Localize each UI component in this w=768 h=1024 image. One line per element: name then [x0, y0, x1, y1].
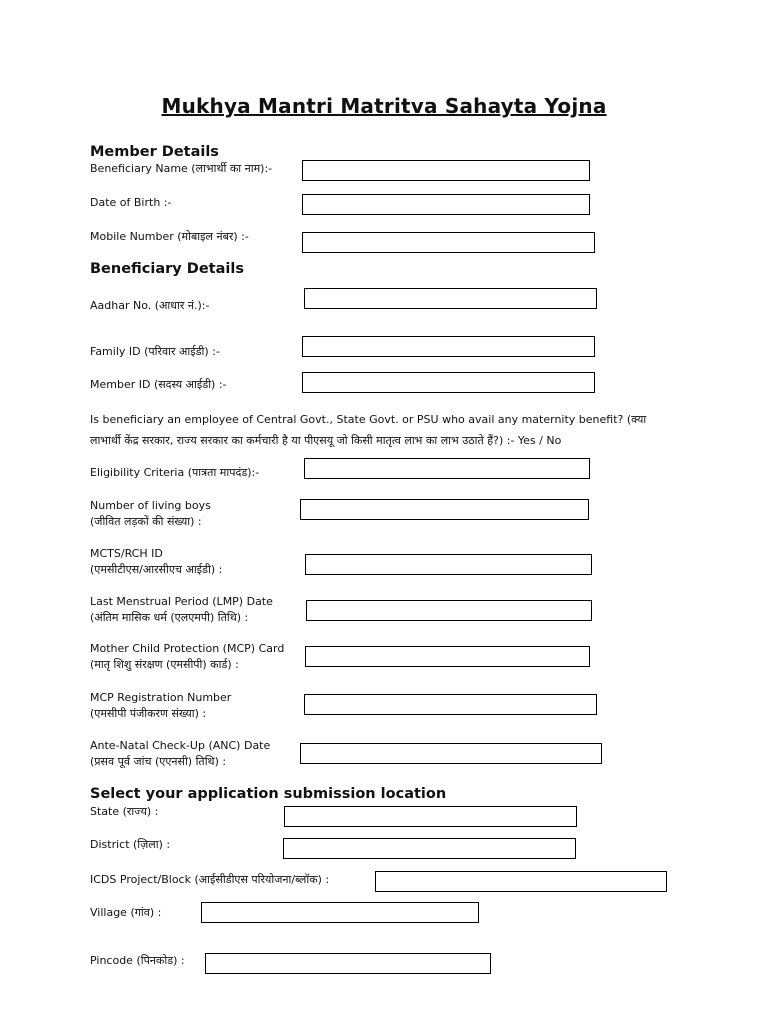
label-living-boys-en: Number of living boys [90, 499, 211, 512]
label-village: Village (गांव) : [90, 906, 162, 919]
label-beneficiary-name: Beneficiary Name (लाभार्थी का नाम):- [90, 162, 273, 175]
label-date-of-birth: Date of Birth :- [90, 196, 172, 209]
label-mcp-card-en: Mother Child Protection (MCP) Card [90, 642, 285, 655]
pincode-field[interactable] [205, 953, 491, 974]
label-mcp-card [90, 641, 284, 673]
state-field[interactable] [284, 806, 577, 827]
label-aadhar-no: Aadhar No. (आधार नं.):- [90, 299, 210, 312]
label-mcp-reg-hi: (एमसीपी पंजीकरण संख्या) : [90, 707, 207, 720]
district-field[interactable] [283, 838, 576, 859]
label-icds-project: ICDS Project/Block (आईसीडीएस परियोजना/ब्लॉक) : [90, 873, 330, 886]
section-member-details: Member Details [90, 144, 219, 160]
lmp-date-field[interactable] [306, 600, 592, 621]
label-eligibility-criteria: Eligibility Criteria (पात्रता मापदंड):- [90, 466, 260, 479]
label-member-id: Member ID (सदस्य आईडी) :- [90, 378, 227, 391]
eligibility-criteria-field[interactable] [304, 458, 590, 479]
village-field[interactable] [201, 902, 479, 923]
label-mobile-number: Mobile Number (मोबाइल नंबर) :- [90, 230, 249, 243]
question-line-2: लाभार्थी केंद्र सरकार, राज्य सरकार का कर्मचारी है या पीएसयू जो किसी मातृत्व लाभ का लाभ उठाते हैं?) :- Yes / No [90, 434, 562, 447]
mobile-number-field[interactable] [302, 232, 595, 253]
mcts-rch-id-field[interactable] [305, 554, 592, 575]
section-submission-location: Select your application submission location [90, 786, 447, 802]
label-living-boys [90, 498, 211, 530]
label-lmp-hi: (अंतिम मासिक धर्म (एलएमपी) तिथि) : [90, 611, 249, 624]
date-of-birth-field[interactable] [302, 194, 590, 215]
label-lmp-date [90, 594, 273, 626]
label-state: State (राज्य) : [90, 805, 159, 818]
beneficiary-name-field[interactable] [302, 160, 590, 181]
label-mcp-registration [90, 690, 231, 722]
aadhar-no-field[interactable] [304, 288, 597, 309]
label-anc-hi: (प्रसव पूर्व जांच (एएनसी) तिथि) : [90, 755, 227, 768]
label-family-id: Family ID (परिवार आईडी) :- [90, 345, 220, 358]
label-lmp-en: Last Menstrual Period (LMP) Date [90, 595, 273, 608]
label-district: District (ज़िला) : [90, 838, 171, 851]
label-pincode: Pincode (पिनकोड) : [90, 954, 185, 967]
label-mcts-hi: (एमसीटीएस/आरसीएच आईडी) : [90, 563, 223, 576]
label-anc-date [90, 738, 270, 770]
label-mcp-card-hi: (मातृ शिशु संरक्षण (एमसीपी) कार्ड) : [90, 658, 239, 671]
question-line-1: Is beneficiary an employee of Central Govt., State Govt. or PSU who avail any maternity benefit? (क्या [90, 413, 647, 426]
label-mcts-en: MCTS/RCH ID [90, 547, 163, 560]
living-boys-field[interactable] [300, 499, 589, 520]
form-title: Mukhya Mantri Matritva Sahayta Yojna [161, 94, 607, 118]
icds-project-field[interactable] [375, 871, 667, 892]
anc-date-field[interactable] [300, 743, 602, 764]
label-living-boys-hi: (जीवित लड़कों की संख्या) : [90, 515, 202, 528]
section-beneficiary-details: Beneficiary Details [90, 261, 244, 277]
family-id-field[interactable] [302, 336, 595, 357]
mcp-card-field[interactable] [305, 646, 590, 667]
mcp-registration-field[interactable] [304, 694, 597, 715]
label-mcp-reg-en: MCP Registration Number [90, 691, 232, 704]
member-id-field[interactable] [302, 372, 595, 393]
maternity-benefit-question [90, 409, 690, 451]
label-mcts-rch-id [90, 546, 222, 578]
label-anc-en: Ante-Natal Check-Up (ANC) Date [90, 739, 271, 752]
